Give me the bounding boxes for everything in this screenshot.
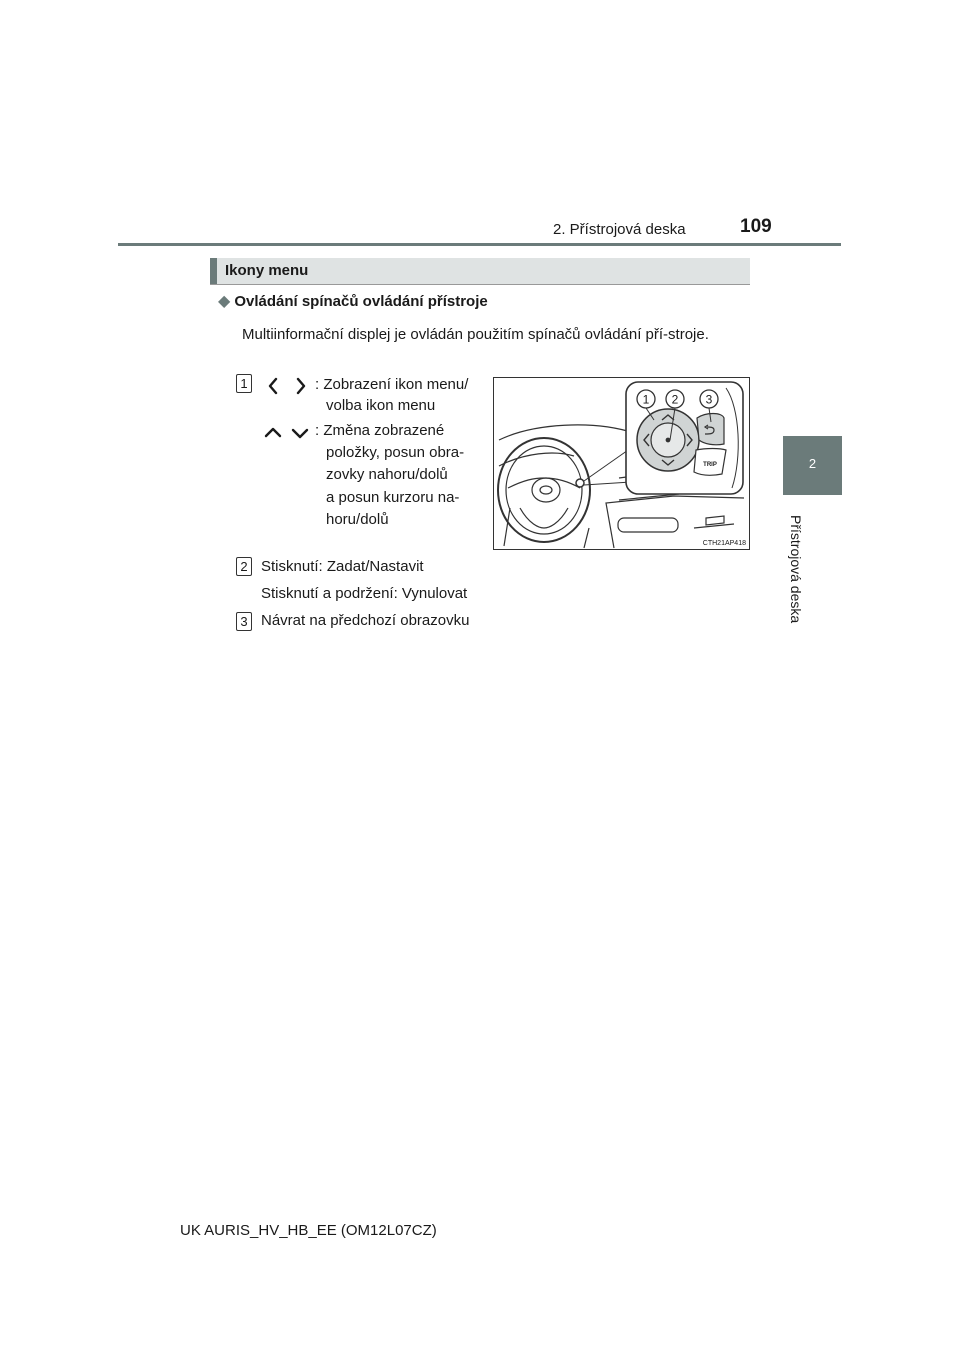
intro-paragraph: Multiinformační displej je ovládán použitím spínačů ovládání pří-stroje. (242, 326, 709, 343)
document-footer: UK AURIS_HV_HB_EE (OM12L07CZ) (180, 1222, 437, 1239)
up-down-desc-line3: zovky nahoru/dolů (326, 466, 448, 483)
section-heading-text: Ikony menu (225, 262, 309, 279)
section-heading-bar (210, 258, 750, 284)
item-badge-1: 1 (236, 374, 252, 393)
subsection-heading (218, 291, 488, 311)
item-3-line1: Návrat na předchozí obrazovku (261, 612, 470, 629)
chapter-tab-number: 2 (808, 456, 817, 471)
running-header-section: 2. Přístrojová deska (553, 221, 686, 238)
chevron-down-icon (293, 430, 307, 437)
up-down-chevrons-icon (263, 423, 313, 443)
subsection-heading-text: Ovládání spínačů ovládání přístroje (234, 293, 488, 310)
chevron-left-icon (270, 379, 276, 393)
section-heading-underline (210, 284, 750, 285)
chapter-side-label-text: Přístrojová deska (788, 515, 804, 624)
item-badge-3: 3 (236, 612, 252, 631)
up-down-desc-line1: : Změna zobrazené (315, 422, 445, 439)
item-2-line1: Stisknutí: Zadat/Nastavit (261, 558, 424, 575)
figure-code: CTH21AP418 (702, 540, 746, 547)
steering-switch-illustration (493, 377, 750, 550)
left-right-desc-line2: volba ikon menu (326, 397, 436, 414)
up-down-desc-line4: a posun kurzoru na- (326, 489, 460, 506)
diamond-bullet-icon: ◆ (218, 293, 231, 310)
chevron-right-icon (298, 379, 304, 393)
chapter-side-label (776, 515, 816, 655)
callout-3: 3 (705, 392, 713, 407)
up-down-desc-line5: horu/dolů (326, 511, 389, 528)
up-down-desc-line2: položky, posun obra- (326, 444, 465, 461)
callout-1: 1 (642, 392, 650, 407)
steering-wheel-drawing (494, 378, 749, 549)
left-right-chevrons-icon (265, 375, 311, 397)
chevron-up-icon (266, 429, 280, 436)
trip-label: TRIP (703, 462, 717, 468)
item-badge-2: 2 (236, 557, 252, 576)
callout-2: 2 (671, 392, 679, 407)
header-rule (118, 243, 841, 246)
item-2-line2: Stisknutí a podržení: Vynulovat (261, 585, 468, 602)
chapter-tab (783, 436, 842, 495)
left-right-desc-line1: : Zobrazení ikon menu/ (315, 376, 469, 393)
page-number: 109 (740, 216, 772, 237)
